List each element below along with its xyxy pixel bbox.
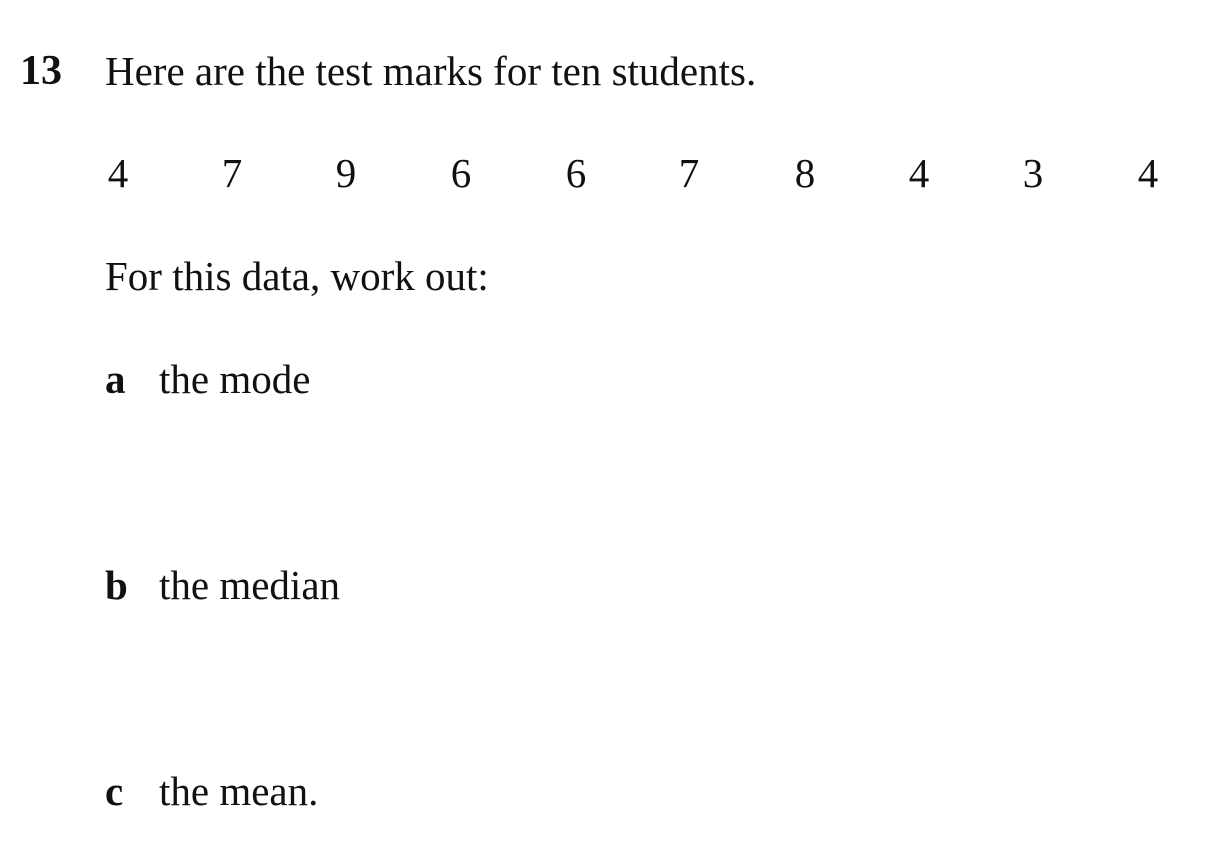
part-b	[105, 560, 340, 610]
mark-6: 7	[678, 150, 700, 196]
question-number: 13	[20, 48, 62, 94]
mark-7: 8	[794, 150, 816, 196]
question-instruction: For this data, work out:	[105, 253, 489, 299]
mark-5: 6	[565, 150, 587, 196]
part-c	[105, 766, 318, 816]
part-a	[105, 354, 310, 404]
mark-4: 6	[450, 150, 472, 196]
part-c-text: the mean.	[159, 768, 319, 814]
question-intro: Here are the test marks for ten students.	[105, 48, 757, 94]
marks-list	[0, 148, 1207, 198]
part-c-letter: c	[105, 768, 124, 814]
mark-10: 4	[1137, 150, 1159, 196]
mark-3: 9	[335, 150, 357, 196]
mark-9: 3	[1022, 150, 1044, 196]
mark-2: 7	[221, 150, 243, 196]
part-b-letter: b	[105, 562, 128, 608]
mark-1: 4	[107, 150, 129, 196]
part-a-letter: a	[105, 356, 126, 402]
part-b-text: the median	[159, 562, 341, 608]
part-a-text: the mode	[159, 356, 311, 402]
mark-8: 4	[908, 150, 930, 196]
